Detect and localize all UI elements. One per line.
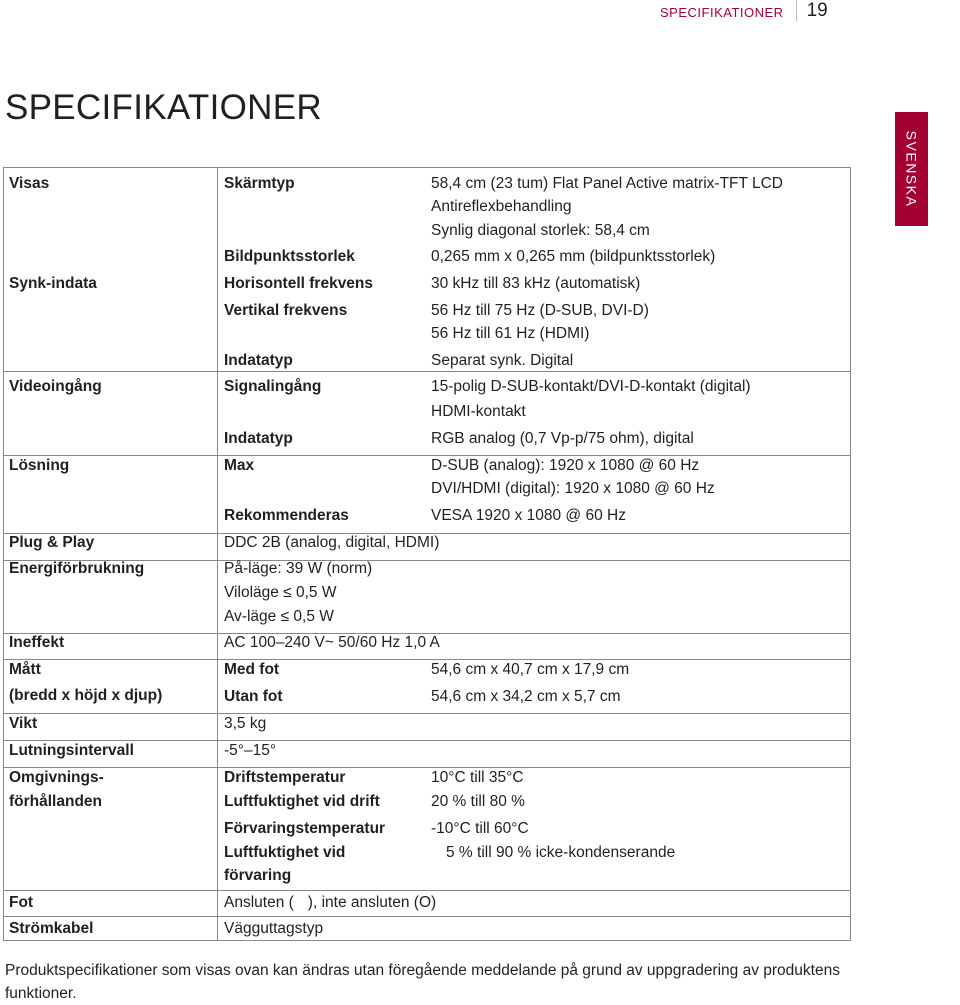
value-stand-part-2: ), inte ansluten (O): [307, 894, 437, 911]
row-divider: [4, 713, 850, 714]
label-input-type-sync: Indatatyp: [224, 352, 293, 369]
column-divider: [217, 168, 218, 940]
language-tab-label: SVENSKA: [903, 130, 920, 208]
category-dimensions: Mått: [9, 661, 41, 678]
label-screen-type: Skärmtyp: [224, 175, 295, 192]
label-max: Max: [224, 457, 255, 474]
label-operating-humidity: Luftfuktighet vid drift: [224, 793, 380, 810]
label-input-type-video: Indatatyp: [224, 430, 293, 447]
value-horizontal-frequency: 30 kHz till 83 kHz (automatisk): [431, 275, 641, 292]
value-storage-humidity: 5 % till 90 % icke-kondenserande: [446, 844, 676, 861]
value-vertical-frequency-1: 56 Hz till 75 Hz (D-SUB, DVI-D): [431, 302, 649, 319]
row-divider: [4, 767, 850, 768]
value-stand-part-1: Ansluten (: [224, 894, 294, 911]
specification-table: [3, 167, 851, 941]
value-max-1: D-SUB (analog): 1920 x 1080 @ 60 Hz: [431, 457, 700, 474]
value-signal-input-2: HDMI-kontakt: [431, 403, 526, 420]
category-power-input: Ineffekt: [9, 634, 65, 651]
page-title: SPECIFIKATIONER: [5, 88, 322, 127]
category-sync-input: Synk-indata: [9, 275, 97, 292]
category-video-input: Videoingång: [9, 378, 102, 395]
row-divider: [4, 916, 850, 917]
row-divider: [4, 455, 850, 456]
label-storage-temperature: Förvaringstemperatur: [224, 820, 386, 837]
value-screen-type-1: 58,4 cm (23 tum) Flat Panel Active matrix-TFT LCD: [431, 175, 784, 192]
value-input-type-sync: Separat synk. Digital: [431, 352, 574, 369]
value-screen-type-2: Antireflexbehandling: [431, 198, 572, 215]
value-power-sleep: Viloläge ≤ 0,5 W: [224, 584, 337, 601]
category-environment-cont: förhållanden: [9, 793, 103, 810]
row-divider: [4, 659, 850, 660]
value-with-stand: 54,6 cm x 40,7 cm x 17,9 cm: [431, 661, 630, 678]
value-vertical-frequency-2: 56 Hz till 61 Hz (HDMI): [431, 325, 590, 342]
label-signal-input: Signalingång: [224, 378, 322, 395]
label-without-stand: Utan fot: [224, 688, 283, 705]
label-with-stand: Med fot: [224, 661, 280, 678]
language-tab: [895, 112, 928, 226]
value-input-type-video: RGB analog (0,7 Vp-p/75 ohm), digital: [431, 430, 694, 447]
label-operating-temperature: Driftstemperatur: [224, 769, 346, 786]
running-header-section: SPECIFIKATIONER: [660, 4, 784, 20]
category-weight: Vikt: [9, 715, 38, 732]
label-vertical-frequency: Vertikal frekvens: [224, 302, 348, 319]
label-storage-humidity: Luftfuktighet vid: [224, 844, 346, 861]
category-stand: Fot: [9, 894, 34, 911]
value-max-2: DVI/HDMI (digital): 1920 x 1080 @ 60 Hz: [431, 480, 715, 497]
value-power-input: AC 100–240 V~ 50/60 Hz 1,0 A: [224, 634, 440, 651]
value-storage-temperature: -10°C till 60°C: [431, 820, 529, 837]
row-divider: [4, 371, 850, 372]
value-stand: [224, 893, 436, 913]
category-plug-and-play: Plug & Play: [9, 534, 95, 551]
label-pixel-pitch: Bildpunktsstorlek: [224, 248, 355, 265]
row-divider: [4, 890, 850, 891]
value-signal-input-1: 15-polig D-SUB-kontakt/DVI-D-kontakt (digital): [431, 378, 751, 395]
value-screen-type-3: Synlig diagonal storlek: 58,4 cm: [431, 222, 650, 239]
category-tilt-range: Lutningsintervall: [9, 742, 134, 759]
category-display: Visas: [9, 175, 50, 192]
value-tilt-range: -5°–15°: [224, 742, 277, 759]
running-header: [660, 0, 828, 21]
category-dimensions-sub: (bredd x höjd x djup): [9, 687, 163, 704]
category-environment: Omgivnings-: [9, 769, 104, 786]
value-pixel-pitch: 0,265 mm x 0,265 mm (bildpunktsstorlek): [431, 248, 716, 265]
page-number: 19: [796, 0, 828, 21]
label-storage-humidity-cont: förvaring: [224, 867, 292, 884]
value-recommended: VESA 1920 x 1080 @ 60 Hz: [431, 507, 626, 524]
footnote: Produktspecifikationer som visas ovan kan ändras utan föregående meddelande på grund av uppgradering av produktens funktioner.: [5, 962, 840, 1002]
value-weight: 3,5 kg: [224, 715, 267, 732]
value-power-on: På-läge: 39 W (norm): [224, 560, 373, 577]
category-power-consumption: Energiförbrukning: [9, 560, 145, 577]
category-power-cord: Strömkabel: [9, 920, 94, 937]
value-power-cord: Vägguttagstyp: [224, 920, 324, 937]
value-without-stand: 54,6 cm x 34,2 cm x 5,7 cm: [431, 688, 621, 705]
label-recommended: Rekommenderas: [224, 507, 349, 524]
value-operating-temperature: 10°C till 35°C: [431, 769, 524, 786]
label-horizontal-frequency: Horisontell frekvens: [224, 275, 374, 292]
value-plug-and-play: DDC 2B (analog, digital, HDMI): [224, 534, 440, 551]
category-resolution: Lösning: [9, 457, 70, 474]
value-power-off: Av-läge ≤ 0,5 W: [224, 608, 334, 625]
value-operating-humidity: 20 % till 80 %: [431, 793, 525, 810]
